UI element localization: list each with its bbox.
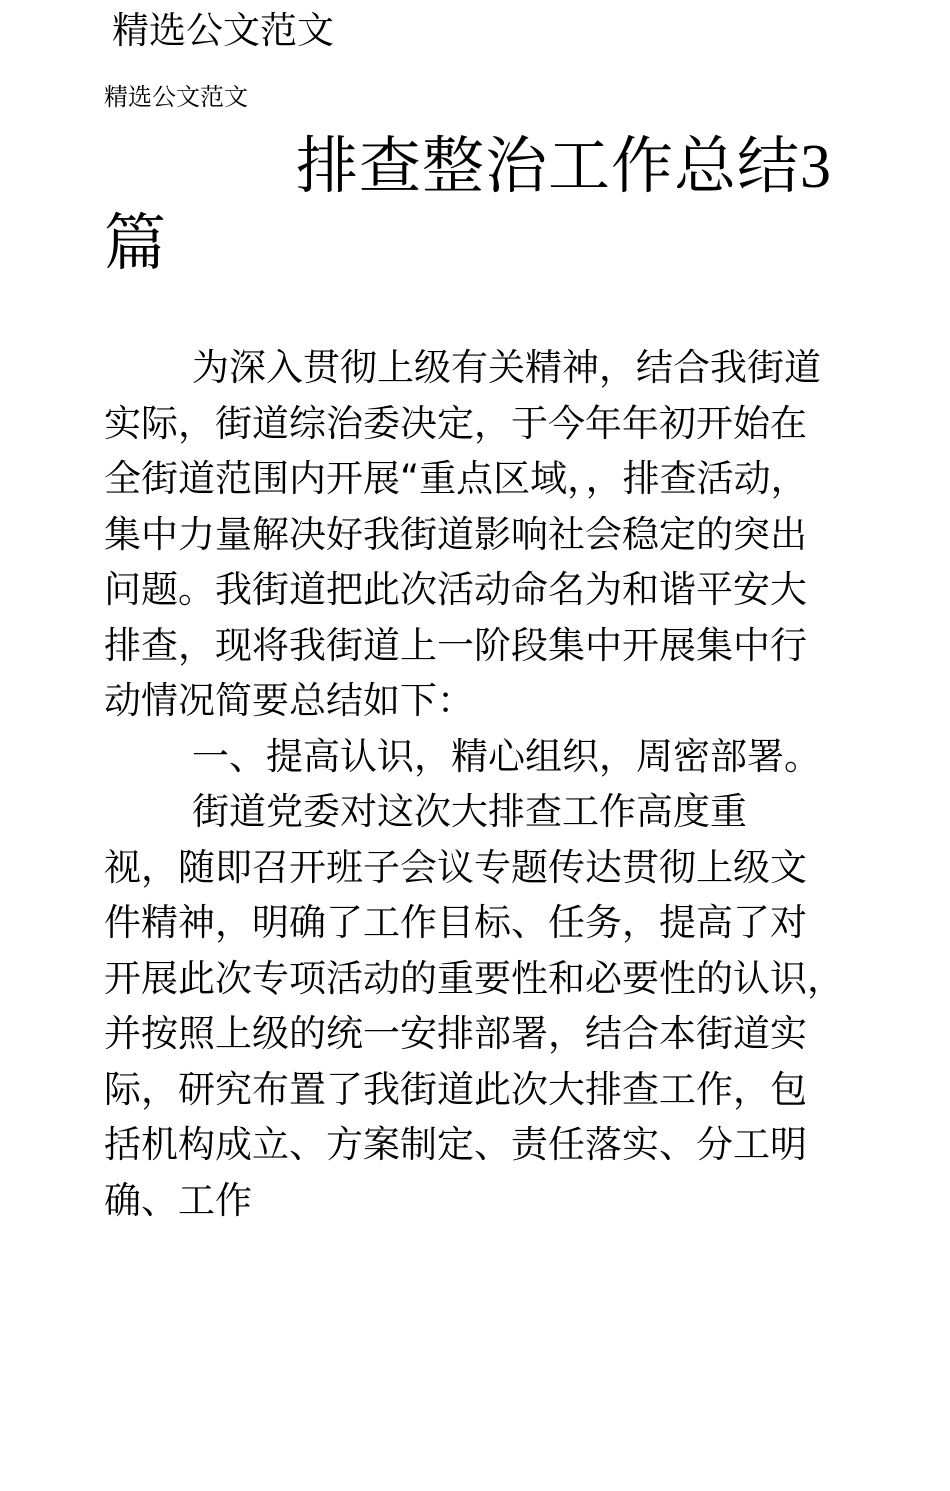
text-line: 问题。我街道把此次活动命名为和谐平安大	[104, 568, 807, 611]
text-line: 动情况简要总结如下：	[104, 679, 474, 722]
text-line: 际，研究布置了我街道此次大排查工作，包	[104, 1067, 807, 1111]
text-line: 实际，街道综治委决定，于今年年初开始在	[104, 401, 807, 445]
document-body	[104, 340, 874, 1228]
text-line: 确、工作	[104, 1178, 252, 1222]
text-line: 开展此次专项活动的重要性和必要性的认识，	[104, 956, 844, 1000]
text-line	[104, 784, 874, 840]
text-line: 视，随即召开班子会议专题传达贯彻上级文	[104, 845, 807, 889]
document-subheader: 精选公文范文	[104, 83, 248, 111]
text-line: 全街道范围内开展“重点区域，，排查活动，	[104, 457, 808, 500]
text-line-content: 为深入贯彻上级有关精神，结合我街道	[192, 346, 821, 389]
text-line: 并按照上级的统一安排部署，结合本街道实	[104, 1012, 807, 1055]
title-text-line2: 篇	[104, 206, 168, 279]
text-line: 括机构成立、方案制定、责任落实、分工明	[104, 1123, 807, 1166]
paragraph-intro	[104, 340, 874, 729]
document-title	[104, 128, 864, 281]
text-line: 排查，现将我街道上一阶段集中开展集中行	[104, 623, 807, 667]
document-header: 精选公文范文	[112, 9, 334, 52]
title-number: 3	[800, 133, 833, 201]
paragraph-section-one	[104, 784, 874, 1228]
section-heading	[104, 729, 874, 785]
text-line: 件精神，明确了工作目标、任务，提高了对	[104, 901, 807, 944]
text-line	[104, 729, 874, 785]
text-line: 集中力量解决好我街道影响社会稳定的突出	[104, 512, 807, 556]
text-line-content: 街道党委对这次大排查工作高度重	[192, 790, 747, 833]
title-text: 排查整治工作总结	[296, 129, 801, 202]
section-heading-text: 一、提高认识，精心组织，周密部署。	[192, 734, 821, 778]
text-line	[104, 340, 874, 396]
